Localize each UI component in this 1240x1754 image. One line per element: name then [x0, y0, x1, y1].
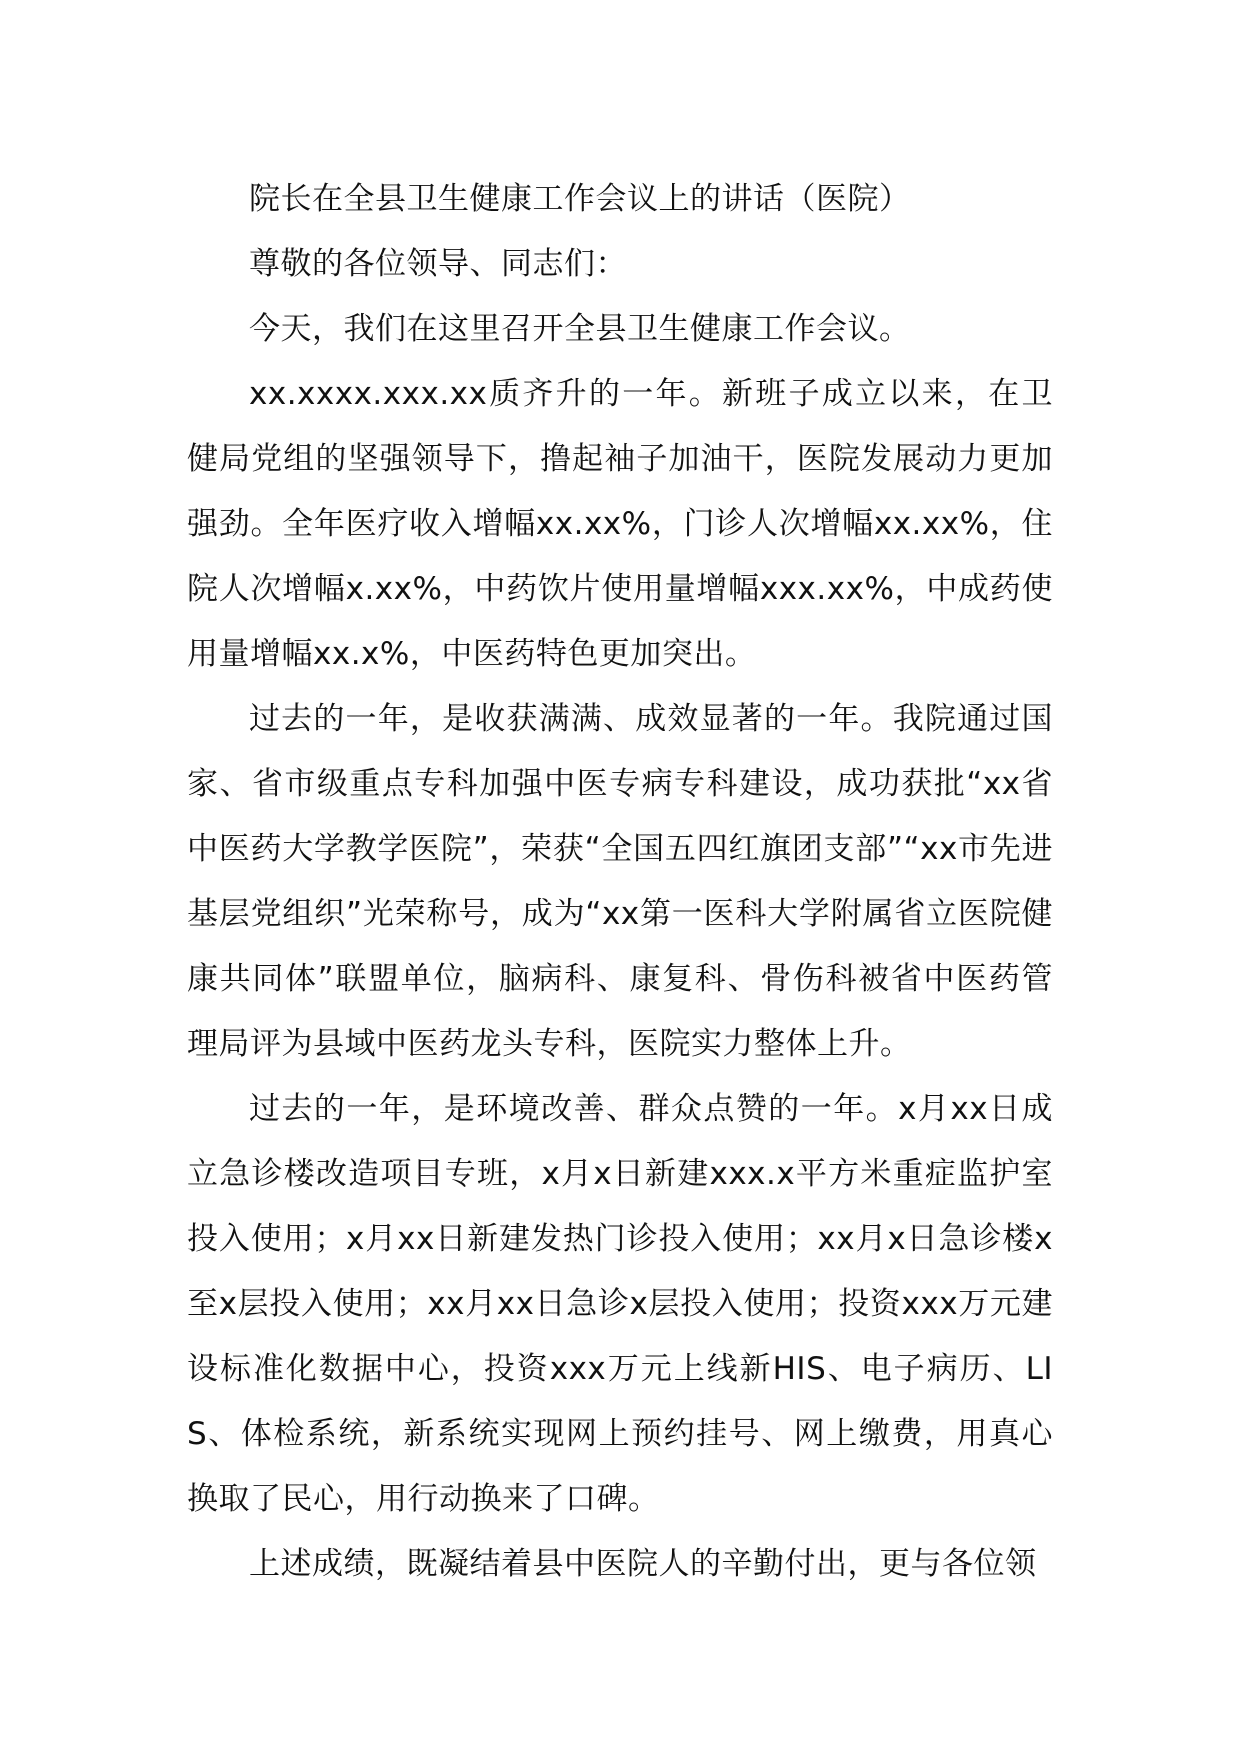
paragraph-environment: 过去的一年，是环境改善、群众点赞的一年。x月xx日成立急诊楼改造项目专班，x月x日新建xxx.x平方米重症监护室投入使用；x月xx日新建发热门诊投入使用；xx月x日急诊楼x至x层投入使用；xx月xx日急诊x层投入使用；投资xxx万元建设标准化数据中心，投资xxx万元上线新HIS、电子病历、LIS、体检系统，新系统实现网上预约挂号、网上缴费，用真心换取了民心，用行动换来了口碑。	[187, 1091, 1053, 1517]
paragraph-results: xx.xxxx.xxx.xx质齐升的一年。新班子成立以来，在卫健局党组的坚强领导下，撸起袖子加油干，医院发展动力更加强劲。全年医疗收入增幅xx.xx%，门诊人次增幅xx.xx%，住院人次增幅x.xx%，中药饮片使用量增幅xxx.xx%，中成药使用量增幅xx.x%，中医药特色更加突出。	[187, 376, 1053, 672]
document-body	[187, 167, 1053, 1597]
paragraph-achievements: 过去的一年，是收获满满、成效显著的一年。我院通过国家、省市级重点专科加强中医专病专科建设，成功获批“xx省中医药大学教学医院”，荣获“全国五四红旗团支部”“xx市先进基层党组织”光荣称号，成为“xx第一医科大学附属省立医院健康共同体”联盟单位，脑病科、康复科、骨伤科被省中医药管理局评为县域中医药龙头专科，医院实力整体上升。	[187, 701, 1053, 1062]
document-title: 院长在全县卫生健康工作会议上的讲话（医院）	[249, 181, 911, 217]
salutation: 尊敬的各位领导、同志们：	[249, 246, 627, 282]
paragraph-opening: 今天，我们在这里召开全县卫生健康工作会议。	[249, 311, 911, 347]
paragraph-closing: 上述成绩，既凝结着县中医院人的辛勤付出，更与各位领	[249, 1546, 1037, 1582]
